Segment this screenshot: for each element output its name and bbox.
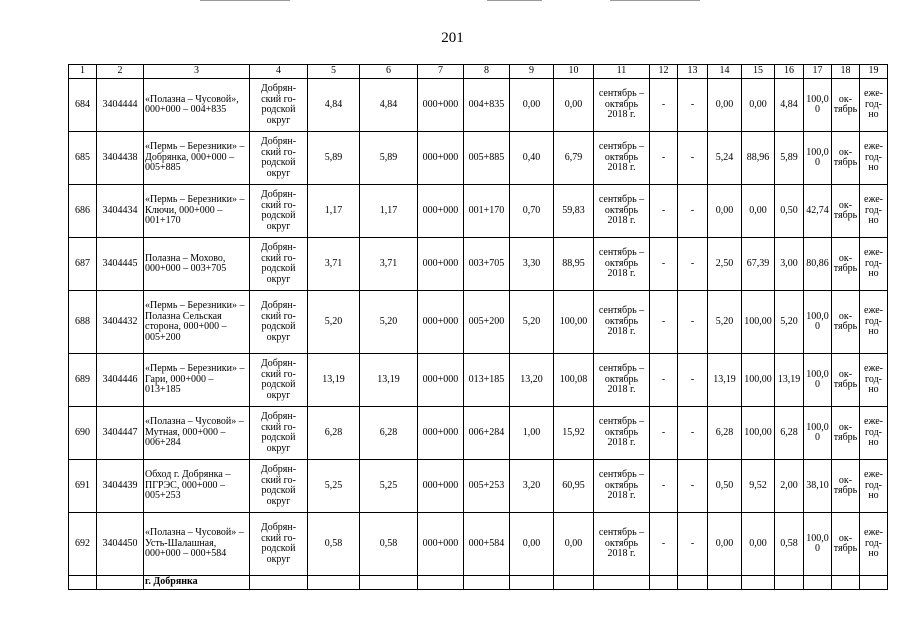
section-empty-cell	[804, 576, 832, 590]
cell-col-18: ок-тябрь	[832, 238, 860, 291]
section-empty-cell	[650, 576, 678, 590]
cell-col-19: еже-год-но	[860, 407, 888, 460]
cell-col-18: ок-тябрь	[832, 460, 860, 513]
cell-col-6: 0,58	[360, 513, 418, 576]
column-number-7: 7	[418, 65, 464, 79]
cell-col-10: 88,95	[554, 238, 594, 291]
cell-col-8: 005+885	[464, 132, 510, 185]
cell-col-4: Добрян-ский го-родской округ	[250, 79, 308, 132]
top-rule-mid	[487, 0, 542, 1]
cell-col-4: Добрян-ский го-родской округ	[250, 460, 308, 513]
column-number-10: 10	[554, 65, 594, 79]
cell-col-18: ок-тябрь	[832, 132, 860, 185]
cell-col-9: 3,30	[510, 238, 554, 291]
cell-col-8: 005+253	[464, 460, 510, 513]
cell-col-17: 38,10	[804, 460, 832, 513]
column-number-row	[69, 65, 888, 79]
column-number-11: 11	[594, 65, 650, 79]
cell-col-8: 004+835	[464, 79, 510, 132]
column-number-18: 18	[832, 65, 860, 79]
cell-col-12: -	[650, 238, 678, 291]
column-number-5: 5	[308, 65, 360, 79]
column-number-6: 6	[360, 65, 418, 79]
section-empty-cell	[97, 576, 144, 590]
cell-col-9: 0,00	[510, 513, 554, 576]
section-empty-cell	[678, 576, 708, 590]
cell-col-18: ок-тябрь	[832, 185, 860, 238]
cell-col-13: -	[678, 460, 708, 513]
cell-col-7: 000+000	[418, 460, 464, 513]
cell-col-2: 3404439	[97, 460, 144, 513]
section-empty-cell	[708, 576, 742, 590]
cell-col-5: 4,84	[308, 79, 360, 132]
cell-col-3: «Полазна – Чусовой» – Мутная, 000+000 – 006+284	[144, 407, 250, 460]
cell-col-1: 686	[69, 185, 97, 238]
cell-col-19: еже-год-но	[860, 238, 888, 291]
cell-col-3: «Пермь – Березники» – Ключи, 000+000 – 001+170	[144, 185, 250, 238]
cell-col-6: 4,84	[360, 79, 418, 132]
cell-col-9: 13,20	[510, 354, 554, 407]
cell-col-15: 88,96	[742, 132, 775, 185]
cell-col-7: 000+000	[418, 291, 464, 354]
cell-col-18: ок-тябрь	[832, 79, 860, 132]
table-row	[69, 132, 888, 185]
cell-col-11: сентябрь – октябрь 2018 г.	[594, 132, 650, 185]
cell-col-13: -	[678, 238, 708, 291]
column-number-9: 9	[510, 65, 554, 79]
cell-col-10: 60,95	[554, 460, 594, 513]
table-row	[69, 79, 888, 132]
cell-col-8: 001+170	[464, 185, 510, 238]
cell-col-6: 1,17	[360, 185, 418, 238]
cell-col-12: -	[650, 460, 678, 513]
cell-col-6: 3,71	[360, 238, 418, 291]
section-empty-cell	[69, 576, 97, 590]
column-number-17: 17	[804, 65, 832, 79]
cell-col-6: 13,19	[360, 354, 418, 407]
cell-col-10: 59,83	[554, 185, 594, 238]
cell-col-1: 692	[69, 513, 97, 576]
cell-col-11: сентябрь – октябрь 2018 г.	[594, 291, 650, 354]
cell-col-1: 687	[69, 238, 97, 291]
cell-col-7: 000+000	[418, 513, 464, 576]
cell-col-2: 3404432	[97, 291, 144, 354]
cell-col-7: 000+000	[418, 238, 464, 291]
cell-col-8: 003+705	[464, 238, 510, 291]
cell-col-19: еже-год-но	[860, 460, 888, 513]
cell-col-2: 3404445	[97, 238, 144, 291]
cell-col-5: 0,58	[308, 513, 360, 576]
cell-col-17: 100,0 0	[804, 354, 832, 407]
section-empty-cell	[360, 576, 418, 590]
cell-col-9: 0,40	[510, 132, 554, 185]
section-empty-cell	[594, 576, 650, 590]
cell-col-2: 3404438	[97, 132, 144, 185]
cell-col-9: 3,20	[510, 460, 554, 513]
cell-col-14: 0,00	[708, 79, 742, 132]
cell-col-17: 80,86	[804, 238, 832, 291]
cell-col-11: сентябрь – октябрь 2018 г.	[594, 185, 650, 238]
column-number-15: 15	[742, 65, 775, 79]
cell-col-17: 42,74	[804, 185, 832, 238]
cell-col-11: сентябрь – октябрь 2018 г.	[594, 407, 650, 460]
cell-col-14: 0,00	[708, 513, 742, 576]
table-row	[69, 291, 888, 354]
table-row	[69, 185, 888, 238]
section-title: г. Добрянка	[144, 576, 250, 590]
cell-col-4: Добрян-ский го-родской округ	[250, 291, 308, 354]
cell-col-4: Добрян-ский го-родской округ	[250, 185, 308, 238]
cell-col-16: 3,00	[775, 238, 804, 291]
cell-col-13: -	[678, 407, 708, 460]
cell-col-9: 0,00	[510, 79, 554, 132]
cell-col-16: 0,50	[775, 185, 804, 238]
column-number-4: 4	[250, 65, 308, 79]
cell-col-16: 13,19	[775, 354, 804, 407]
cell-col-6: 5,89	[360, 132, 418, 185]
cell-col-6: 5,20	[360, 291, 418, 354]
cell-col-7: 000+000	[418, 79, 464, 132]
page-number: 201	[441, 30, 464, 46]
cell-col-5: 5,89	[308, 132, 360, 185]
cell-col-6: 5,25	[360, 460, 418, 513]
section-empty-cell	[832, 576, 860, 590]
cell-col-5: 3,71	[308, 238, 360, 291]
cell-col-1: 685	[69, 132, 97, 185]
cell-col-3: Обход г. Добрянка – ПГРЭС, 000+000 – 005+253	[144, 460, 250, 513]
cell-col-4: Добрян-ский го-родской округ	[250, 132, 308, 185]
cell-col-18: ок-тябрь	[832, 407, 860, 460]
cell-col-19: еже-год-но	[860, 132, 888, 185]
section-empty-cell	[464, 576, 510, 590]
table-row	[69, 460, 888, 513]
column-number-1: 1	[69, 65, 97, 79]
cell-col-12: -	[650, 291, 678, 354]
cell-col-3: «Пермь – Березники» – Гари, 000+000 – 013+185	[144, 354, 250, 407]
cell-col-10: 0,00	[554, 513, 594, 576]
cell-col-12: -	[650, 513, 678, 576]
cell-col-4: Добрян-ский го-родской округ	[250, 513, 308, 576]
cell-col-17: 100,0 0	[804, 513, 832, 576]
cell-col-14: 0,00	[708, 185, 742, 238]
cell-col-15: 0,00	[742, 513, 775, 576]
cell-col-5: 6,28	[308, 407, 360, 460]
cell-col-1: 690	[69, 407, 97, 460]
cell-col-12: -	[650, 132, 678, 185]
cell-col-12: -	[650, 79, 678, 132]
cell-col-14: 6,28	[708, 407, 742, 460]
cell-col-19: еже-год-но	[860, 513, 888, 576]
cell-col-11: сентябрь – октябрь 2018 г.	[594, 460, 650, 513]
cell-col-10: 100,00	[554, 291, 594, 354]
column-number-12: 12	[650, 65, 678, 79]
cell-col-11: сентябрь – октябрь 2018 г.	[594, 354, 650, 407]
section-empty-cell	[860, 576, 888, 590]
cell-col-14: 5,20	[708, 291, 742, 354]
cell-col-2: 3404447	[97, 407, 144, 460]
column-number-8: 8	[464, 65, 510, 79]
cell-col-3: «Пермь – Березники» – Полазна Сельская сторона, 000+000 – 005+200	[144, 291, 250, 354]
section-empty-cell	[510, 576, 554, 590]
cell-col-15: 100,00	[742, 407, 775, 460]
section-empty-cell	[418, 576, 464, 590]
column-number-16: 16	[775, 65, 804, 79]
cell-col-15: 100,00	[742, 291, 775, 354]
column-number-19: 19	[860, 65, 888, 79]
cell-col-19: еже-год-но	[860, 291, 888, 354]
cell-col-12: -	[650, 407, 678, 460]
cell-col-8: 006+284	[464, 407, 510, 460]
section-empty-cell	[554, 576, 594, 590]
cell-col-8: 005+200	[464, 291, 510, 354]
cell-col-2: 3404450	[97, 513, 144, 576]
cell-col-9: 1,00	[510, 407, 554, 460]
table-row	[69, 513, 888, 576]
cell-col-5: 5,25	[308, 460, 360, 513]
table-row	[69, 407, 888, 460]
cell-col-16: 0,58	[775, 513, 804, 576]
cell-col-13: -	[678, 513, 708, 576]
cell-col-17: 100,0 0	[804, 132, 832, 185]
road-register-table	[68, 64, 888, 590]
cell-col-7: 000+000	[418, 354, 464, 407]
cell-col-14: 2,50	[708, 238, 742, 291]
cell-col-1: 689	[69, 354, 97, 407]
cell-col-5: 1,17	[308, 185, 360, 238]
cell-col-2: 3404444	[97, 79, 144, 132]
cell-col-11: сентябрь – октябрь 2018 г.	[594, 513, 650, 576]
cell-col-14: 5,24	[708, 132, 742, 185]
cell-col-13: -	[678, 291, 708, 354]
cell-col-4: Добрян-ский го-родской округ	[250, 354, 308, 407]
cell-col-7: 000+000	[418, 132, 464, 185]
cell-col-13: -	[678, 354, 708, 407]
cell-col-14: 0,50	[708, 460, 742, 513]
section-row	[69, 576, 888, 590]
cell-col-16: 4,84	[775, 79, 804, 132]
cell-col-18: ок-тябрь	[832, 291, 860, 354]
cell-col-2: 3404446	[97, 354, 144, 407]
cell-col-19: еже-год-но	[860, 185, 888, 238]
cell-col-15: 9,52	[742, 460, 775, 513]
cell-col-4: Добрян-ский го-родской округ	[250, 238, 308, 291]
cell-col-6: 6,28	[360, 407, 418, 460]
cell-col-10: 15,92	[554, 407, 594, 460]
cell-col-10: 0,00	[554, 79, 594, 132]
cell-col-1: 684	[69, 79, 97, 132]
column-number-2: 2	[97, 65, 144, 79]
cell-col-1: 691	[69, 460, 97, 513]
cell-col-10: 100,08	[554, 354, 594, 407]
cell-col-2: 3404434	[97, 185, 144, 238]
cell-col-3: «Полазна – Чусовой», 000+000 – 004+835	[144, 79, 250, 132]
column-number-3: 3	[144, 65, 250, 79]
cell-col-13: -	[678, 185, 708, 238]
cell-col-16: 2,00	[775, 460, 804, 513]
cell-col-11: сентябрь – октябрь 2018 г.	[594, 79, 650, 132]
column-number-14: 14	[708, 65, 742, 79]
cell-col-17: 100,0 0	[804, 79, 832, 132]
cell-col-10: 6,79	[554, 132, 594, 185]
cell-col-19: еже-год-но	[860, 79, 888, 132]
cell-col-19: еже-год-но	[860, 354, 888, 407]
cell-col-1: 688	[69, 291, 97, 354]
section-empty-cell	[742, 576, 775, 590]
cell-col-13: -	[678, 132, 708, 185]
cell-col-13: -	[678, 79, 708, 132]
cell-col-7: 000+000	[418, 185, 464, 238]
cell-col-15: 100,00	[742, 354, 775, 407]
cell-col-15: 0,00	[742, 185, 775, 238]
cell-col-15: 67,39	[742, 238, 775, 291]
cell-col-16: 5,20	[775, 291, 804, 354]
cell-col-17: 100,0 0	[804, 407, 832, 460]
cell-col-8: 000+584	[464, 513, 510, 576]
cell-col-5: 13,19	[308, 354, 360, 407]
cell-col-3: Полазна – Мохово, 000+000 – 003+705	[144, 238, 250, 291]
cell-col-17: 100,0 0	[804, 291, 832, 354]
section-empty-cell	[775, 576, 804, 590]
cell-col-9: 5,20	[510, 291, 554, 354]
cell-col-3: «Пермь – Березники» – Добрянка, 000+000 – 005+885	[144, 132, 250, 185]
section-empty-cell	[250, 576, 308, 590]
cell-col-16: 6,28	[775, 407, 804, 460]
cell-col-16: 5,89	[775, 132, 804, 185]
cell-col-15: 0,00	[742, 79, 775, 132]
top-rule-right	[610, 0, 700, 1]
cell-col-5: 5,20	[308, 291, 360, 354]
cell-col-12: -	[650, 354, 678, 407]
cell-col-18: ок-тябрь	[832, 513, 860, 576]
section-empty-cell	[308, 576, 360, 590]
column-number-13: 13	[678, 65, 708, 79]
cell-col-4: Добрян-ский го-родской округ	[250, 407, 308, 460]
cell-col-14: 13,19	[708, 354, 742, 407]
top-rule-left	[200, 0, 290, 1]
cell-col-9: 0,70	[510, 185, 554, 238]
table-row	[69, 238, 888, 291]
cell-col-12: -	[650, 185, 678, 238]
cell-col-7: 000+000	[418, 407, 464, 460]
table-row	[69, 354, 888, 407]
cell-col-11: сентябрь – октябрь 2018 г.	[594, 238, 650, 291]
cell-col-18: ок-тябрь	[832, 354, 860, 407]
cell-col-3: «Полазна – Чусовой» – Усть-Шалашная, 000+000 – 000+584	[144, 513, 250, 576]
cell-col-8: 013+185	[464, 354, 510, 407]
